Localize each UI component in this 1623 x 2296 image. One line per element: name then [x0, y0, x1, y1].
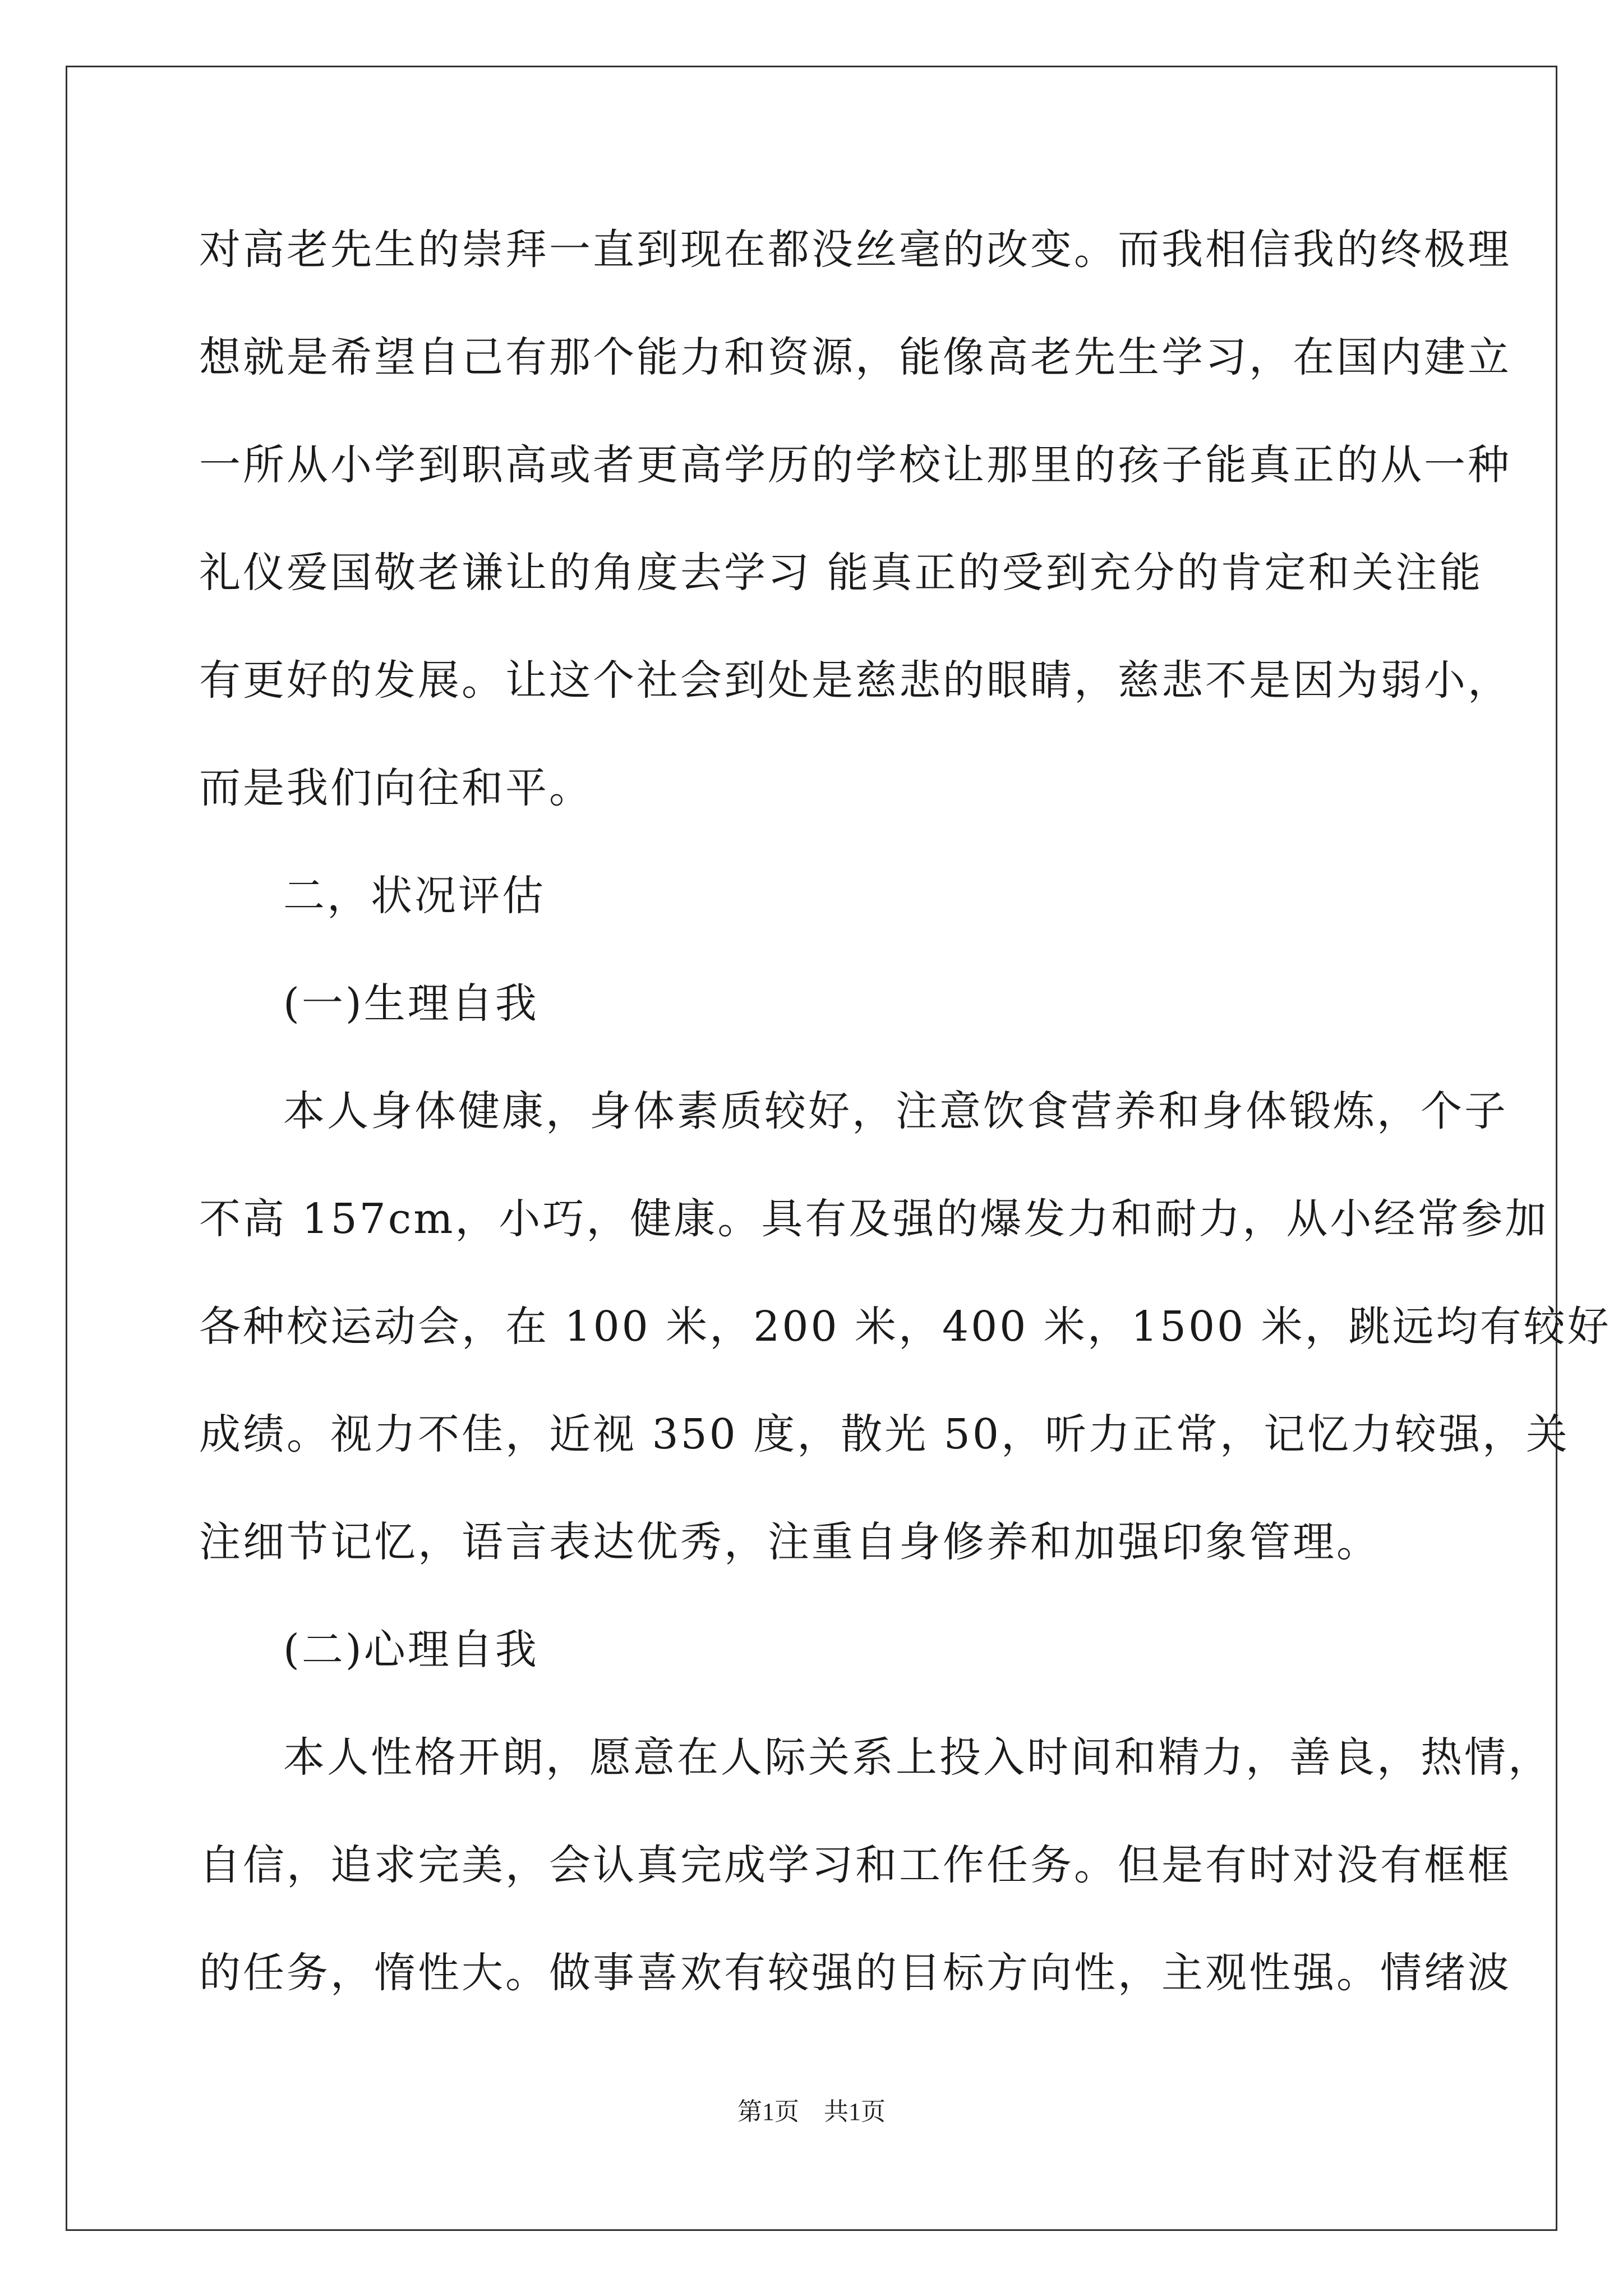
body-text-line: 注细节记忆，语言表达优秀，注重自身修养和加强印象管理。	[199, 1518, 1380, 1566]
body-text-line: 礼仪爱国敬老谦让的角度去学习 能真正的受到充分的肯定和关注能	[199, 549, 1483, 597]
section-heading: 二，状况评估	[283, 872, 546, 920]
body-text-line: 各种校运动会，在 100 米，200 米，400 米，1500 米，跳远均有较好	[199, 1303, 1611, 1351]
body-text-line: 不高 157cm，小巧，健康。具有及强的爆发力和耐力，从小经常参加	[199, 1195, 1549, 1243]
page-border	[66, 66, 1611, 2231]
body-text-line: 对高老先生的崇拜一直到现在都没丝毫的改变。而我相信我的终极理	[199, 226, 1511, 274]
body-text-line: 成绩。视力不佳，近视 350 度，散光 50，听力正常，记忆力较强，关	[199, 1410, 1570, 1458]
body-text-line: 自信，追求完美，会认真完成学习和工作任务。但是有时对没有框框	[199, 1841, 1511, 1889]
body-text-line: 有更好的发展。让这个社会到处是慈悲的眼睛，慈悲不是因为弱小，	[199, 656, 1511, 705]
body-text-line: 一所从小学到职高或者更高学历的学校让那里的孩子能真正的从一种	[199, 441, 1511, 489]
subsection-heading: (一)生理自我	[283, 979, 539, 1028]
body-text-line: 想就是希望自己有那个能力和资源，能像高老先生学习，在国内建立	[199, 333, 1511, 381]
page-number-footer: 第1页 共1页	[737, 2098, 886, 2125]
body-text-line: 本人性格开朗，愿意在人际关系上投入时间和精力，善良，热情，	[283, 1733, 1552, 1782]
subsection-heading: (二)心理自我	[283, 1626, 539, 1674]
body-text-line: 的任务，惰性大。做事喜欢有较强的目标方向性，主观性强。情绪波	[199, 1949, 1511, 1997]
body-text-line: 本人身体健康，身体素质较好，注意饮食营养和身体锻炼，个子	[283, 1087, 1508, 1135]
body-text-line: 而是我们向往和平。	[199, 764, 593, 812]
